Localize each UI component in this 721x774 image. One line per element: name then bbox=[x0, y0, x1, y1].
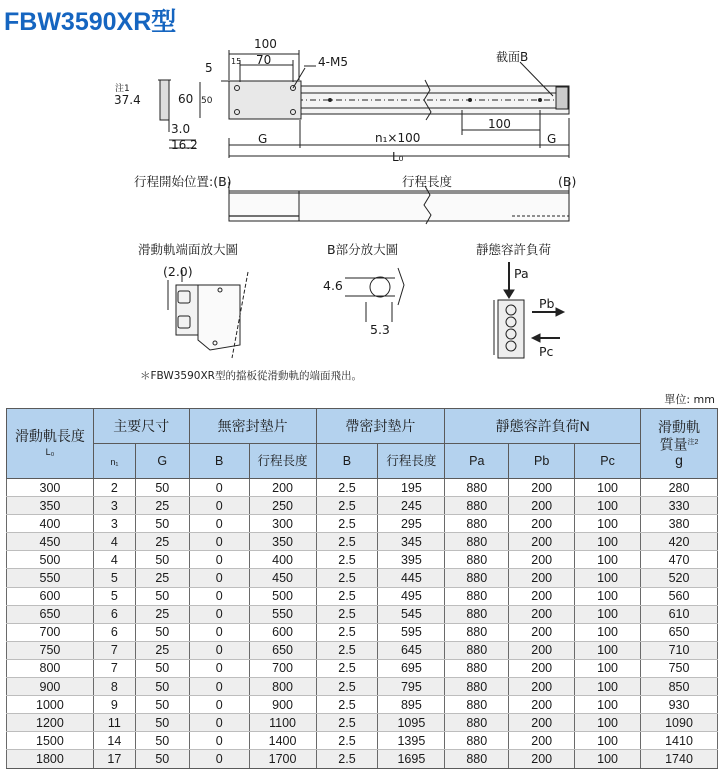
table-cell: 11 bbox=[93, 714, 135, 732]
table-cell: 1695 bbox=[378, 750, 445, 768]
table-cell: 520 bbox=[641, 569, 718, 587]
b-detail bbox=[345, 268, 404, 322]
table-cell: 800 bbox=[249, 678, 316, 696]
table-row bbox=[7, 515, 718, 533]
unit-label: 單位: mm bbox=[664, 393, 715, 406]
table-cell: 500 bbox=[249, 587, 316, 605]
table-cell: 880 bbox=[445, 497, 509, 515]
load-pa: Pa bbox=[514, 266, 529, 281]
dim-3-0: 3.0 bbox=[171, 122, 191, 136]
table-cell: 100 bbox=[575, 714, 641, 732]
table-cell: 50 bbox=[135, 479, 189, 497]
header-rail-mass-unit: g bbox=[675, 452, 683, 469]
header-with-seal: 帶密封墊片 bbox=[316, 409, 445, 444]
table-row bbox=[7, 533, 718, 551]
spec-table-body bbox=[7, 479, 718, 769]
page-title: FBW3590XR型 bbox=[4, 8, 177, 36]
section-b-label: 截面B bbox=[496, 50, 529, 64]
table-cell: 25 bbox=[135, 605, 189, 623]
spec-table bbox=[6, 408, 718, 769]
table-cell: 1090 bbox=[641, 714, 718, 732]
table-cell: 7 bbox=[93, 659, 135, 677]
table-cell: 100 bbox=[575, 587, 641, 605]
table-cell: 200 bbox=[509, 641, 575, 659]
b-detail-53: 5.3 bbox=[370, 322, 390, 337]
table-cell: 2 bbox=[93, 479, 135, 497]
dim-5: 5 bbox=[205, 61, 213, 75]
table-cell: 2.5 bbox=[316, 696, 378, 714]
load-pb: Pb bbox=[539, 296, 555, 311]
table-cell: 880 bbox=[445, 623, 509, 641]
table-cell: 500 bbox=[7, 551, 94, 569]
table-cell: 14 bbox=[93, 732, 135, 750]
table-cell: 880 bbox=[445, 714, 509, 732]
table-cell: 450 bbox=[249, 569, 316, 587]
dim-g-right: G bbox=[547, 132, 557, 146]
table-cell: 200 bbox=[509, 750, 575, 768]
dim-4m5: 4-M5 bbox=[318, 55, 348, 69]
table-cell: 880 bbox=[445, 533, 509, 551]
table-cell: 200 bbox=[509, 659, 575, 677]
table-cell: 100 bbox=[575, 623, 641, 641]
table-cell: 100 bbox=[575, 605, 641, 623]
header-static-load: 靜態容許負荷N bbox=[445, 409, 641, 444]
table-cell: 100 bbox=[575, 750, 641, 768]
table-cell: 880 bbox=[445, 515, 509, 533]
table-cell: 100 bbox=[575, 678, 641, 696]
table-cell: 2.5 bbox=[316, 605, 378, 623]
table-cell: 1410 bbox=[641, 732, 718, 750]
table-cell: 25 bbox=[135, 533, 189, 551]
dim-50: 50 bbox=[201, 96, 213, 106]
header-rail-mass bbox=[641, 409, 718, 479]
load-title: 靜態容許負荷 bbox=[476, 242, 552, 257]
table-cell: 710 bbox=[641, 641, 718, 659]
table-cell: 25 bbox=[135, 569, 189, 587]
end-view-dim: (2.0) bbox=[163, 264, 193, 279]
table-cell: 100 bbox=[575, 551, 641, 569]
table-cell: 2.5 bbox=[316, 515, 378, 533]
table-cell: 1000 bbox=[7, 696, 94, 714]
table-cell: 50 bbox=[135, 587, 189, 605]
table-cell: 880 bbox=[445, 605, 509, 623]
table-row bbox=[7, 750, 718, 768]
stroke-b-right: (B) bbox=[558, 174, 577, 189]
table-cell: 0 bbox=[189, 515, 249, 533]
header-rail-mass-note: 注2 bbox=[687, 438, 699, 446]
table-cell: 1740 bbox=[641, 750, 718, 768]
table-cell: 200 bbox=[509, 714, 575, 732]
table-cell: 545 bbox=[378, 605, 445, 623]
table-cell: 0 bbox=[189, 533, 249, 551]
table-cell: 930 bbox=[641, 696, 718, 714]
table-cell: 4 bbox=[93, 551, 135, 569]
header-rail-length-label: 滑動軌長度 bbox=[14, 427, 85, 444]
table-cell: 50 bbox=[135, 714, 189, 732]
load-pc: Pc bbox=[539, 344, 554, 359]
table-cell: 50 bbox=[135, 732, 189, 750]
table-cell: 2.5 bbox=[316, 641, 378, 659]
table-cell: 880 bbox=[445, 587, 509, 605]
table-cell: 880 bbox=[445, 551, 509, 569]
table-cell: 0 bbox=[189, 479, 249, 497]
table-cell: 880 bbox=[445, 732, 509, 750]
header-rail-mass-1: 滑動軌 bbox=[658, 418, 701, 435]
header-pc: Pc bbox=[575, 444, 641, 479]
table-cell: 2.5 bbox=[316, 479, 378, 497]
table-cell: 395 bbox=[378, 551, 445, 569]
table-cell: 2.5 bbox=[316, 732, 378, 750]
table-cell: 345 bbox=[378, 533, 445, 551]
table-cell: 100 bbox=[575, 479, 641, 497]
header-pb: Pb bbox=[509, 444, 575, 479]
table-cell: 700 bbox=[249, 659, 316, 677]
table-cell: 470 bbox=[641, 551, 718, 569]
table-row bbox=[7, 497, 718, 515]
table-row bbox=[7, 569, 718, 587]
table-cell: 600 bbox=[249, 623, 316, 641]
table-cell: 800 bbox=[7, 659, 94, 677]
table-cell: 600 bbox=[7, 587, 94, 605]
table-cell: 245 bbox=[378, 497, 445, 515]
table-cell: 100 bbox=[575, 659, 641, 677]
table-cell: 50 bbox=[135, 623, 189, 641]
table-cell: 1200 bbox=[7, 714, 94, 732]
table-cell: 2.5 bbox=[316, 569, 378, 587]
table-cell: 8 bbox=[93, 678, 135, 696]
table-cell: 1100 bbox=[249, 714, 316, 732]
table-cell: 560 bbox=[641, 587, 718, 605]
table-cell: 0 bbox=[189, 551, 249, 569]
table-row bbox=[7, 678, 718, 696]
dim-16-2: 16.2 bbox=[171, 138, 198, 152]
table-cell: 2.5 bbox=[316, 587, 378, 605]
table-cell: 2.5 bbox=[316, 678, 378, 696]
table-cell: 200 bbox=[509, 533, 575, 551]
table-cell: 200 bbox=[509, 623, 575, 641]
table-cell: 380 bbox=[641, 515, 718, 533]
table-cell: 2.5 bbox=[316, 714, 378, 732]
header-n1 bbox=[93, 444, 135, 479]
table-cell: 2.5 bbox=[316, 623, 378, 641]
table-cell: 200 bbox=[509, 479, 575, 497]
table-cell: 0 bbox=[189, 641, 249, 659]
table-cell: 0 bbox=[189, 587, 249, 605]
table-cell: 200 bbox=[509, 678, 575, 696]
b-detail-46: 4.6 bbox=[323, 278, 343, 293]
table-cell: 645 bbox=[378, 641, 445, 659]
table-cell: 25 bbox=[135, 497, 189, 515]
table-cell: 610 bbox=[641, 605, 718, 623]
end-view bbox=[168, 270, 248, 358]
table-cell: 400 bbox=[249, 551, 316, 569]
stroke-view bbox=[229, 182, 569, 224]
header-pa: Pa bbox=[445, 444, 509, 479]
table-cell: 350 bbox=[7, 497, 94, 515]
table-row bbox=[7, 659, 718, 677]
table-cell: 300 bbox=[7, 479, 94, 497]
table-cell: 0 bbox=[189, 714, 249, 732]
table-cell: 2.5 bbox=[316, 533, 378, 551]
table-cell: 100 bbox=[575, 732, 641, 750]
table-cell: 650 bbox=[7, 605, 94, 623]
table-cell: 0 bbox=[189, 569, 249, 587]
table-cell: 880 bbox=[445, 659, 509, 677]
table-cell: 2.5 bbox=[316, 497, 378, 515]
table-cell: 445 bbox=[378, 569, 445, 587]
table-cell: 200 bbox=[509, 551, 575, 569]
table-cell: 200 bbox=[249, 479, 316, 497]
table-cell: 200 bbox=[509, 587, 575, 605]
table-cell: 550 bbox=[7, 569, 94, 587]
table-row bbox=[7, 641, 718, 659]
header-rail-length bbox=[7, 409, 94, 479]
table-cell: 200 bbox=[509, 605, 575, 623]
table-cell: 650 bbox=[641, 623, 718, 641]
table-cell: 50 bbox=[135, 696, 189, 714]
table-cell: 0 bbox=[189, 750, 249, 768]
table-cell: 350 bbox=[249, 533, 316, 551]
table-cell: 50 bbox=[135, 515, 189, 533]
table-cell: 695 bbox=[378, 659, 445, 677]
table-cell: 880 bbox=[445, 569, 509, 587]
header-no-seal: 無密封墊片 bbox=[189, 409, 316, 444]
table-cell: 400 bbox=[7, 515, 94, 533]
table-cell: 7 bbox=[93, 641, 135, 659]
table-cell: 700 bbox=[7, 623, 94, 641]
table-cell: 330 bbox=[641, 497, 718, 515]
table-cell: 280 bbox=[641, 479, 718, 497]
table-cell: 550 bbox=[249, 605, 316, 623]
table-cell: 0 bbox=[189, 678, 249, 696]
table-cell: 200 bbox=[509, 515, 575, 533]
table-cell: 880 bbox=[445, 678, 509, 696]
table-cell: 880 bbox=[445, 696, 509, 714]
table-cell: 200 bbox=[509, 732, 575, 750]
header-n1-label: n₁ bbox=[110, 456, 119, 467]
table-cell: 0 bbox=[189, 696, 249, 714]
technical-drawing bbox=[0, 36, 721, 366]
table-cell: 2.5 bbox=[316, 750, 378, 768]
dim-n1x100: n₁×100 bbox=[375, 131, 421, 145]
table-cell: 1095 bbox=[378, 714, 445, 732]
table-cell: 0 bbox=[189, 659, 249, 677]
table-cell: 0 bbox=[189, 497, 249, 515]
table-cell: 900 bbox=[7, 678, 94, 696]
header-rail-mass-line2 bbox=[641, 435, 717, 453]
header-b2: B bbox=[316, 444, 378, 479]
table-cell: 200 bbox=[509, 696, 575, 714]
table-cell: 50 bbox=[135, 678, 189, 696]
table-cell: 750 bbox=[7, 641, 94, 659]
table-cell: 880 bbox=[445, 479, 509, 497]
table-cell: 750 bbox=[641, 659, 718, 677]
table-cell: 200 bbox=[509, 497, 575, 515]
table-cell: 650 bbox=[249, 641, 316, 659]
table-row bbox=[7, 605, 718, 623]
table-cell: 100 bbox=[575, 569, 641, 587]
table-cell: 5 bbox=[93, 569, 135, 587]
dim-100: 100 bbox=[254, 37, 277, 51]
table-cell: 0 bbox=[189, 732, 249, 750]
table-cell: 100 bbox=[575, 533, 641, 551]
dim-100b: 100 bbox=[488, 117, 511, 131]
table-cell: 17 bbox=[93, 750, 135, 768]
header-main-dims: 主要尺寸 bbox=[93, 409, 189, 444]
header-stroke2: 行程長度 bbox=[378, 444, 445, 479]
table-cell: 100 bbox=[575, 696, 641, 714]
table-cell: 420 bbox=[641, 533, 718, 551]
table-cell: 795 bbox=[378, 678, 445, 696]
table-cell: 1700 bbox=[249, 750, 316, 768]
table-cell: 595 bbox=[378, 623, 445, 641]
table-row bbox=[7, 696, 718, 714]
table-cell: 850 bbox=[641, 678, 718, 696]
table-cell: 5 bbox=[93, 587, 135, 605]
footnote: ＊FBW3590XR型的擋板從滑動軌的端面飛出。 bbox=[140, 370, 362, 382]
table-cell: 295 bbox=[378, 515, 445, 533]
dim-37-4: 37.4 bbox=[114, 93, 141, 107]
table-row bbox=[7, 714, 718, 732]
table-cell: 1400 bbox=[249, 732, 316, 750]
dim-g-left: G bbox=[258, 132, 268, 146]
table-cell: 100 bbox=[575, 515, 641, 533]
table-row bbox=[7, 479, 718, 497]
table-cell: 250 bbox=[249, 497, 316, 515]
table-cell: 1800 bbox=[7, 750, 94, 768]
dim-15: 15 bbox=[231, 57, 242, 66]
table-cell: 495 bbox=[378, 587, 445, 605]
table-cell: 3 bbox=[93, 515, 135, 533]
dim-60: 60 bbox=[178, 92, 194, 106]
table-cell: 1395 bbox=[378, 732, 445, 750]
table-cell: 0 bbox=[189, 623, 249, 641]
table-cell: 2.5 bbox=[316, 659, 378, 677]
note1-label: 注1 bbox=[115, 84, 130, 94]
table-cell: 300 bbox=[249, 515, 316, 533]
table-cell: 100 bbox=[575, 641, 641, 659]
stroke-length-label: 行程長度 bbox=[402, 174, 453, 189]
table-cell: 200 bbox=[509, 569, 575, 587]
end-view-title: 滑動軌端面放大圖 bbox=[138, 242, 239, 257]
table-cell: 50 bbox=[135, 659, 189, 677]
b-detail-title: B部分放大圖 bbox=[327, 242, 399, 257]
table-cell: 195 bbox=[378, 479, 445, 497]
table-cell: 50 bbox=[135, 750, 189, 768]
table-row bbox=[7, 623, 718, 641]
table-cell: 25 bbox=[135, 641, 189, 659]
table-cell: 2.5 bbox=[316, 551, 378, 569]
table-cell: 450 bbox=[7, 533, 94, 551]
table-cell: 6 bbox=[93, 605, 135, 623]
table-cell: 9 bbox=[93, 696, 135, 714]
table-cell: 0 bbox=[189, 605, 249, 623]
table-cell: 895 bbox=[378, 696, 445, 714]
table-cell: 880 bbox=[445, 750, 509, 768]
dim-70: 70 bbox=[256, 53, 272, 67]
table-row bbox=[7, 587, 718, 605]
table-cell: 3 bbox=[93, 497, 135, 515]
table-row bbox=[7, 551, 718, 569]
stroke-start-label: 行程開始位置:(B) bbox=[134, 174, 232, 189]
dim-l0: L₀ bbox=[392, 150, 404, 164]
header-rail-mass-2: 質量 bbox=[659, 436, 688, 453]
table-cell: 50 bbox=[135, 551, 189, 569]
table-cell: 880 bbox=[445, 641, 509, 659]
header-rail-length-sub: L₀ bbox=[45, 446, 55, 457]
header-b1: B bbox=[189, 444, 249, 479]
side-view bbox=[158, 50, 569, 158]
table-row bbox=[7, 732, 718, 750]
header-g: G bbox=[135, 444, 189, 479]
table-cell: 100 bbox=[575, 497, 641, 515]
table-cell: 4 bbox=[93, 533, 135, 551]
table-cell: 1500 bbox=[7, 732, 94, 750]
header-stroke1: 行程長度 bbox=[249, 444, 316, 479]
table-cell: 6 bbox=[93, 623, 135, 641]
table-cell: 900 bbox=[249, 696, 316, 714]
